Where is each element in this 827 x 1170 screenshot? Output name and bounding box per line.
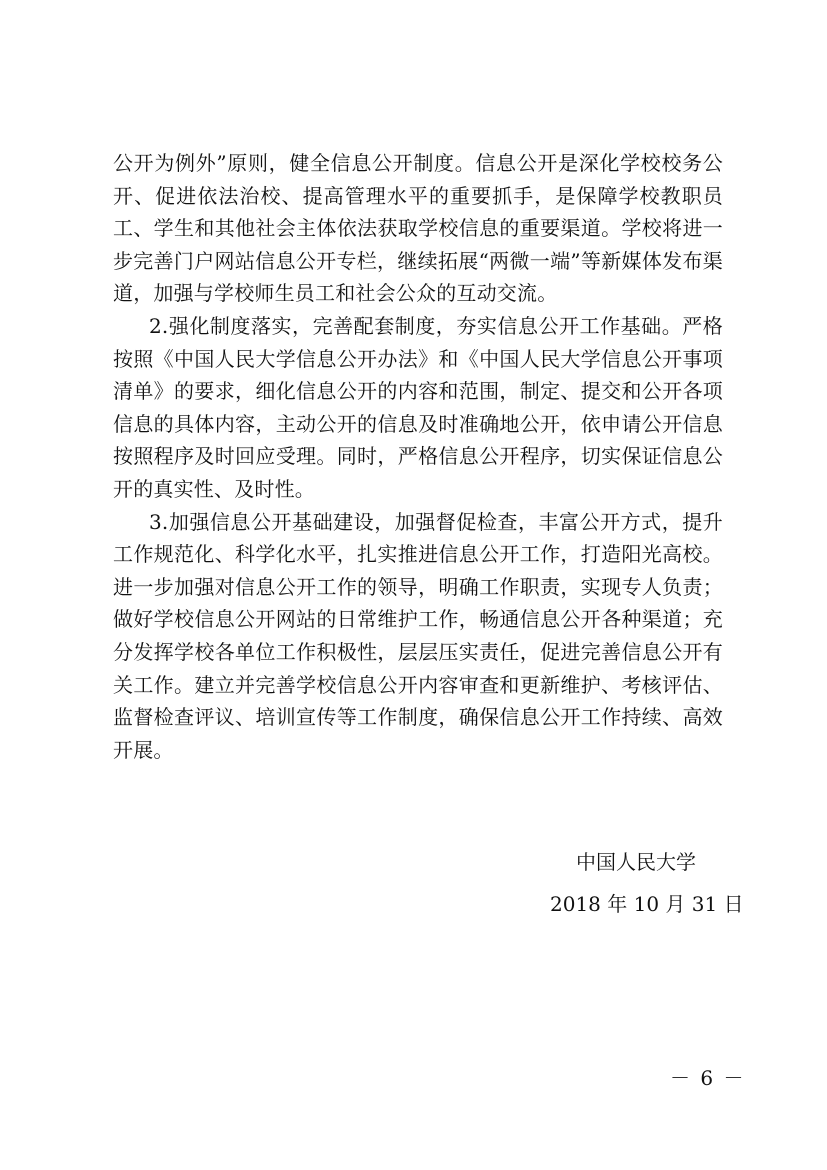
signature-date: 2018 年 10 月 31 日 <box>550 892 744 916</box>
paragraph-1: 公开为例外”原则，健全信息公开制度。信息公开是深化学校校务公开、促进依法治校、提高管理水平的重要抓手，是保障学校教职员工、学生和其他社会主体依法获取学校信息的重要渠道。学校将进一步完善门户网站信息公开专栏，继续拓展“两微一端”等新媒体发布渠道，加强与学校师生员工和社会公众的互动交流。 <box>113 151 723 306</box>
page-number: － 6 － <box>670 1066 746 1090</box>
document-body <box>113 147 723 766</box>
paragraph-2: 2.强化制度落实，完善配套制度，夯实信息公开工作基础。严格按照《中国人民大学信息公开办法》和《中国人民大学信息公开事项清单》的要求，细化信息公开的内容和范围，制定、提交和公开各项信息的具体内容，主动公开的信息及时准确地公开，依申请公开信息按照程序及时回应受理。同时，严格信息公开程序，切实保证信息公开的真实性、及时性。 <box>113 313 723 501</box>
signature-organization: 中国人民大学 <box>576 850 696 874</box>
paragraph-3: 3.加强信息公开基础建设，加强督促检查，丰富公开方式，提升工作规范化、科学化水平，扎实推进信息公开工作，打造阳光高校。进一步加强对信息公开工作的领导，明确工作职责，实现专人负责；做好学校信息公开网站的日常维护工作，畅通信息公开各种渠道；充分发挥学校各单位工作积极性，层层压实责任，促进完善信息公开有关工作。建立并完善学校信息公开内容审查和更新维护、考核评估、监督检查评议、培训宣传等工作制度，确保信息公开工作持续、高效开展。 <box>113 509 723 762</box>
